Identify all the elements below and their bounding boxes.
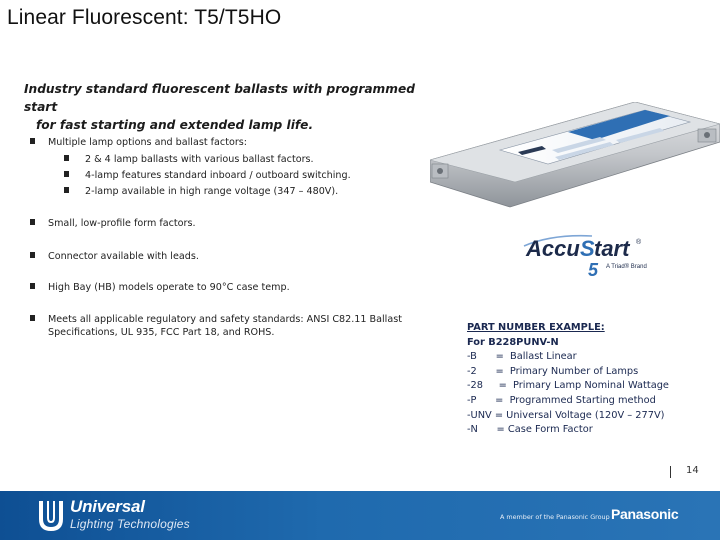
part-example-row: -P = Programmed Starting method: [467, 394, 656, 406]
panasonic-logo: Panasonic: [611, 506, 679, 522]
accustart-tagline: A Triad® Brand: [606, 264, 647, 270]
sub-bullet-marker: [64, 155, 69, 161]
slide-title: Linear Fluorescent: T5/T5HO: [7, 6, 282, 29]
page-number: 14: [686, 465, 699, 476]
part-example-row: -UNV = Universal Voltage (120V – 277V): [467, 409, 665, 421]
svg-text:Accu: Accu: [526, 236, 580, 261]
bullet-text: Small, low-profile form factors.: [48, 218, 196, 229]
bullet-marker: [30, 283, 35, 289]
svg-text:®: ®: [636, 239, 642, 246]
bullet-text-line-1: Meets all applicable regulatory and safety standards: ANSI C82.11 Ballast: [48, 314, 402, 325]
bullet-text: Connector available with leads.: [48, 251, 199, 262]
bullet-marker: [30, 315, 35, 321]
bullet-marker: [30, 219, 35, 225]
bullet-text: Multiple lamp options and ballast factors:: [48, 137, 247, 148]
part-example-row: -28 = Primary Lamp Nominal Wattage: [467, 380, 669, 392]
bullet-text: High Bay (HB) models operate to 90°C case temp.: [48, 282, 290, 293]
bullet-marker: [30, 138, 35, 144]
accustart-logo: [522, 226, 672, 280]
sub-bullet-marker: [64, 171, 69, 177]
bullet-marker: [30, 252, 35, 258]
footer-group-text: A member of the Panasonic Group: [500, 513, 610, 521]
footer-brand-name: Universal: [70, 497, 145, 516]
ballast-product-image: [430, 102, 720, 210]
slide-subtitle: [24, 80, 434, 134]
sub-bullet-text: 2-lamp available in high range voltage (347 – 480V).: [85, 186, 339, 197]
sub-bullet-marker: [64, 187, 69, 193]
part-example-for: For B228PUNV-N: [467, 336, 559, 348]
part-example-row: -B = Ballast Linear: [467, 351, 577, 363]
accustart-suffix: 5: [588, 260, 599, 280]
part-example-row: -N = Case Form Factor: [467, 424, 593, 436]
bullet-text-line-2: Specifications, UL 935, FCC Part 18, and ROHS.: [48, 327, 275, 338]
part-example-row: -2 = Primary Number of Lamps: [467, 365, 639, 377]
footer-brand-subline: Lighting Technologies: [70, 517, 190, 531]
subtitle-line-2: for fast starting and extended lamp life.: [36, 118, 314, 132]
universal-logo-icon: [38, 499, 64, 531]
subtitle-line-1: Industry standard fluorescent ballasts with programmed start: [24, 82, 415, 114]
part-example-heading: PART NUMBER EXAMPLE:: [467, 322, 605, 333]
svg-text:S: S: [580, 236, 595, 261]
sub-bullet-text: 4-lamp features standard inboard / outboard switching.: [85, 170, 351, 181]
page-number-separator: [670, 466, 671, 478]
svg-text:tart: tart: [594, 236, 630, 261]
part-number-example: [467, 321, 669, 438]
footer-bar: [0, 491, 720, 540]
sub-bullet-text: 2 & 4 lamp ballasts with various ballast factors.: [85, 154, 314, 165]
